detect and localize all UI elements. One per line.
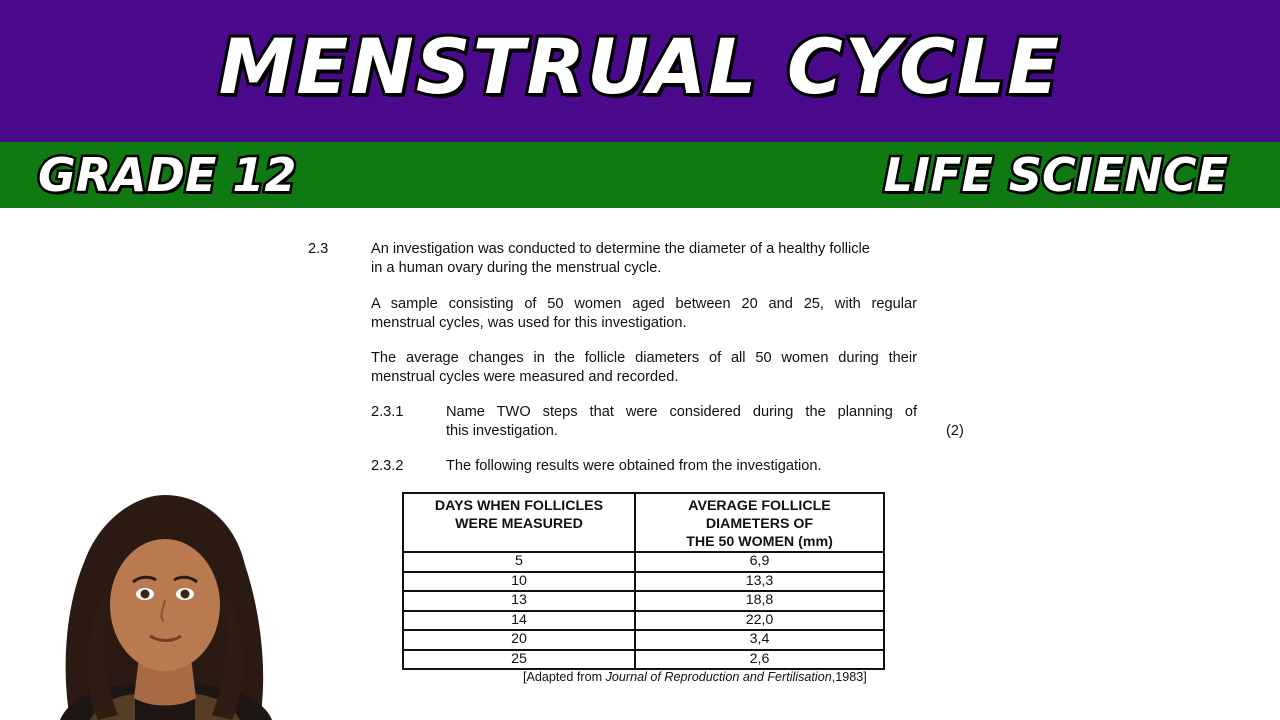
- question-paragraph-2: [371, 295, 917, 333]
- table-row: [403, 552, 884, 572]
- subquestion-number-1: 2.3.1: [371, 404, 404, 420]
- table-cell-diameter: 18,8: [635, 591, 884, 611]
- grade-label: GRADE 12: [38, 148, 297, 202]
- header-line: WERE MEASURED: [455, 516, 583, 532]
- paragraph-line: A sample consisting of 50 women aged between 20 and 25, with regular: [371, 296, 917, 312]
- question-paragraph-3: [371, 349, 917, 387]
- subquestion-text-2: The following results were obtained from the investigation.: [446, 458, 822, 474]
- subquestion-number-2: 2.3.2: [371, 458, 404, 474]
- table-row: [403, 611, 884, 631]
- table-cell-day: 20: [403, 630, 635, 650]
- table-cell-day: 25: [403, 650, 635, 670]
- header-line: AVERAGE FOLLICLE: [688, 498, 831, 514]
- paragraph-line: menstrual cycles, was used for this investigation.: [371, 315, 687, 331]
- header-line: THE 50 WOMEN (mm): [686, 534, 833, 550]
- subject-label: LIFE SCIENCE: [883, 148, 1228, 202]
- table-row: [403, 650, 884, 670]
- source-suffix: ,1983]: [831, 670, 867, 684]
- table-cell-day: 10: [403, 572, 635, 592]
- paragraph-line: The average changes in the follicle diameters of all 50 women during their: [371, 350, 917, 366]
- student-avatar-illustration: [40, 490, 290, 720]
- table-header-diameter: [635, 493, 884, 552]
- table-cell-diameter: 13,3: [635, 572, 884, 592]
- results-table: [402, 492, 885, 670]
- question-paragraph-1: [371, 240, 917, 278]
- question-number: 2.3: [308, 241, 329, 257]
- table-row: [403, 630, 884, 650]
- page-title: MENSTRUAL CYCLE: [218, 22, 1062, 111]
- source-prefix: [Adapted from: [523, 670, 606, 684]
- table-header-row: [403, 493, 884, 552]
- subquestion-line: this investigation.: [446, 423, 558, 439]
- table-cell-day: 13: [403, 591, 635, 611]
- header-line: DAYS WHEN FOLLICLES: [434, 498, 604, 514]
- table-row: [403, 591, 884, 611]
- header-line: DIAMETERS OF: [705, 516, 814, 532]
- subquestion-line: Name TWO steps that were considered during the planning of: [446, 404, 917, 420]
- paragraph-line: menstrual cycles were measured and recorded.: [371, 369, 679, 385]
- paragraph-line: An investigation was conducted to determine the diameter of a healthy follicle: [371, 241, 870, 257]
- table-cell-diameter: 22,0: [635, 611, 884, 631]
- table-cell-day: 5: [403, 552, 635, 572]
- marks-label: (2): [946, 423, 964, 439]
- table-header-days: [403, 493, 635, 552]
- table-cell-diameter: 2,6: [635, 650, 884, 670]
- table-cell-day: 14: [403, 611, 635, 631]
- source-journal: Journal of Reproduction and Fertilisation: [605, 670, 832, 684]
- table-cell-diameter: 3,4: [635, 630, 884, 650]
- table-row: [403, 572, 884, 592]
- source-citation: [523, 668, 867, 687]
- subquestion-text-1: [446, 403, 917, 441]
- table-cell-diameter: 6,9: [635, 552, 884, 572]
- paragraph-line: in a human ovary during the menstrual cycle.: [371, 260, 662, 276]
